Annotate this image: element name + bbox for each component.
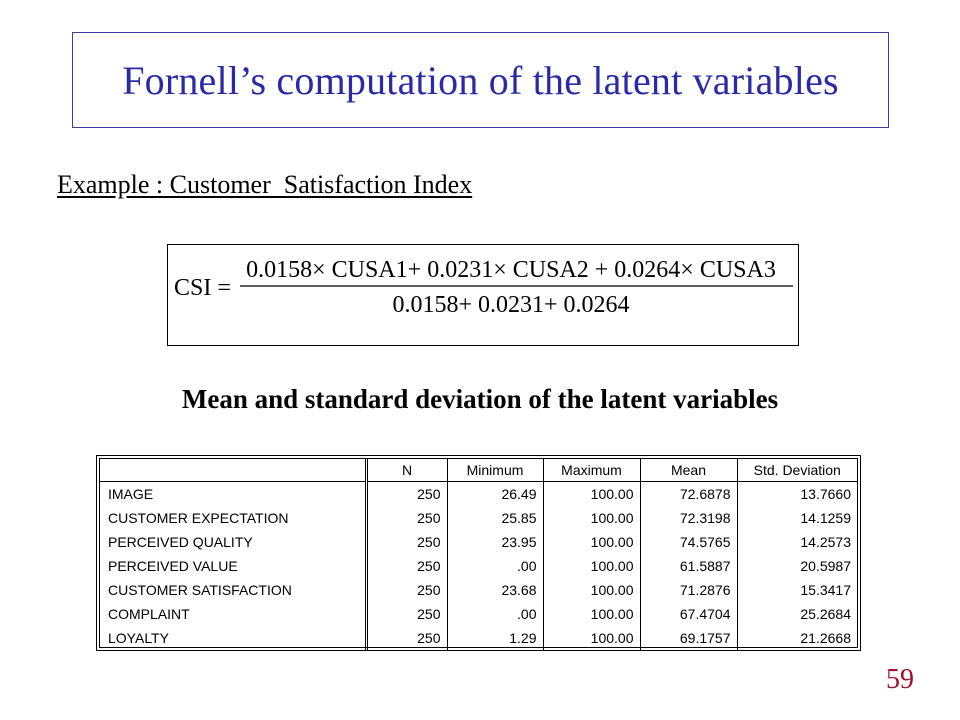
cell-maximum: 100.00 (543, 482, 640, 507)
cell-maximum: 100.00 (543, 626, 640, 650)
cell-mean: 72.6878 (640, 482, 737, 507)
cell-mean: 72.3198 (640, 506, 737, 530)
page-number: 59 (886, 664, 914, 695)
cell-n: 250 (417, 534, 441, 550)
formula-box (167, 244, 799, 346)
cell-minimum: .00 (447, 554, 543, 578)
cell-std-deviation: 21.2668 (737, 626, 857, 650)
row-label: CUSTOMER SATISFACTION (100, 578, 366, 602)
formula-numerator: 0.0158× CUSA1+ 0.0231× CUSA2 + 0.0264× CUSA3 (246, 257, 776, 283)
table-row (100, 578, 857, 602)
cell-minimum: 1.29 (447, 626, 543, 650)
cell-std-deviation: 20.5987 (737, 554, 857, 578)
formula-denominator: 0.0158+ 0.0231+ 0.0264 (392, 292, 630, 318)
row-label: PERCEIVED QUALITY (100, 530, 366, 554)
cell-minimum: 23.95 (447, 530, 543, 554)
slide-title: Fornell’s computation of the latent variables (122, 57, 839, 103)
cell-mean: 67.4704 (640, 602, 737, 626)
cell-maximum: 100.00 (543, 602, 640, 626)
cell-n: 250 (417, 558, 441, 574)
slide-subtitle: Example : Customer Satisfaction Index (57, 170, 473, 199)
statistics-table (96, 455, 861, 651)
cell-maximum: 100.00 (543, 506, 640, 530)
title-box (72, 32, 889, 128)
table-row (100, 482, 857, 507)
cell-std-deviation: 13.7660 (737, 482, 857, 507)
cell-n: 250 (417, 606, 441, 622)
cell-mean: 74.5765 (640, 530, 737, 554)
row-label: CUSTOMER EXPECTATION (100, 506, 366, 530)
cell-minimum: 25.85 (447, 506, 543, 530)
cell-maximum: 100.00 (543, 578, 640, 602)
table-row (100, 554, 857, 578)
table-header-row (100, 459, 857, 482)
table-row (100, 602, 857, 626)
cell-n: 250 (417, 510, 441, 526)
cell-std-deviation: 14.2573 (737, 530, 857, 554)
cell-mean: 71.2876 (640, 578, 737, 602)
cell-mean: 61.5887 (640, 554, 737, 578)
cell-n: 250 (417, 630, 441, 646)
cell-std-deviation: 15.3417 (737, 578, 857, 602)
formula-svg (168, 245, 800, 347)
row-label: PERCEIVED VALUE (100, 554, 366, 578)
header-maximum: Maximum (543, 459, 640, 482)
cell-std-deviation: 25.2684 (737, 602, 857, 626)
header-std-deviation: Std. Deviation (737, 459, 857, 482)
header-n: N (366, 459, 447, 482)
cell-n: 250 (417, 486, 441, 502)
header-minimum: Minimum (447, 459, 543, 482)
table-row (100, 506, 857, 530)
cell-minimum: 23.68 (447, 578, 543, 602)
cell-minimum: .00 (447, 602, 543, 626)
cell-mean: 69.1757 (640, 626, 737, 650)
cell-std-deviation: 14.1259 (737, 506, 857, 530)
cell-maximum: 100.00 (543, 554, 640, 578)
header-corner (100, 459, 366, 482)
table-title: Mean and standard deviation of the latent variables (181, 384, 779, 414)
cell-maximum: 100.00 (543, 530, 640, 554)
row-label: LOYALTY (100, 626, 366, 650)
formula-lhs: CSI = (174, 275, 231, 301)
table-row (100, 626, 857, 650)
row-label: IMAGE (100, 482, 366, 507)
table-row (100, 530, 857, 554)
row-label: COMPLAINT (100, 602, 366, 626)
header-mean: Mean (640, 459, 737, 482)
cell-n: 250 (417, 582, 441, 598)
cell-minimum: 26.49 (447, 482, 543, 507)
